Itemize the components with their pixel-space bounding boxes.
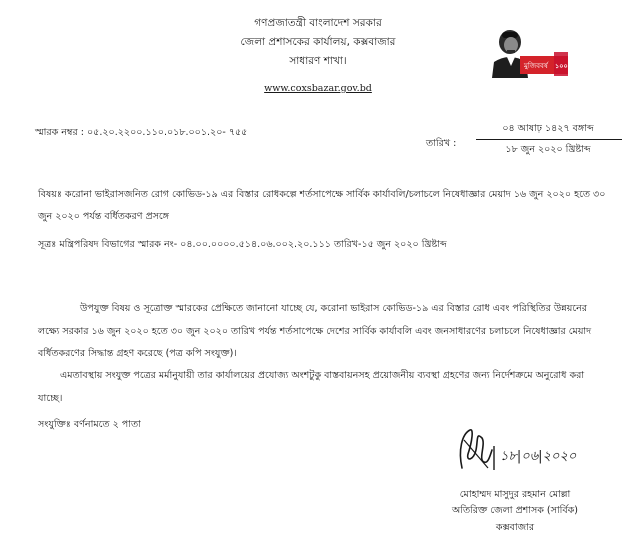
signatory-location: কক্সবাজার xyxy=(495,522,535,533)
body-paragraph-2: এমতাবস্থায় সংযুক্ত পত্রের মর্মানুযায়ী তার কার্যালয়ের প্রযোজ্য অংশটুকু বাস্তবায়নসহ প্রয়োজনীয় ব্যবস্থা গ্রহণের জন্য নির্দেশক্রমে অনুরোধ করা যাচ্ছে। xyxy=(38,370,585,404)
date-divider xyxy=(476,139,622,140)
enclosure-text: সংযুক্তিঃ বর্ণনামতে ২ পাতা xyxy=(38,419,141,430)
handwritten-signature xyxy=(448,420,598,480)
office-name: জেলা প্রশাসকের কার্যালয়, কক্সবাজার xyxy=(240,36,396,48)
svg-text:১৮|০৬|২০২০: ১৮|০৬|২০২০ xyxy=(500,449,577,464)
govt-title: গণপ্রজাতন্ত্রী বাংলাদেশ সরকার xyxy=(254,17,382,29)
date-label: তারিখ : xyxy=(426,138,457,149)
mujib-borsho-logo xyxy=(480,24,572,78)
subject-text: বিষয়ঃ করোনা ভাইরাসজনিত রোগ কোভিড-১৯ এর বিস্তার রোধকল্পে শর্তসাপেক্ষে সার্বিক কার্যাবলি/চলাচলে নিষেধাজ্ঞার মেয়াদ ১৬ জুন ২০২০ হতে ৩০ জুন ২০২০ পর্যন্ত বর্ধিতকরণ প্রসঙ্গে xyxy=(38,189,606,222)
section-name: সাধারণ শাখা। xyxy=(289,55,347,67)
date-bangla: ০৪ আষাঢ় ১৪২৭ বঙ্গাব্দ xyxy=(502,123,594,134)
date-english: ১৮ জুন ২০২০ খ্রিষ্টাব্দ xyxy=(505,144,591,155)
reference-text: সূত্রঃ মন্ত্রিপরিষদ বিভাগের স্মারক নং- ০৪.০০.০০০০.৫১৪.০৬.০০২.২০.১১১ তারিখ-১৫ জুন ২০২০ খ্রিষ্টাব্দ xyxy=(38,239,447,250)
svg-text:মুজিববর্ষ: মুজিববর্ষ xyxy=(524,62,548,70)
website-link[interactable]: www.coxsbazar.gov.bd xyxy=(264,83,372,94)
memo-number: স্মারক নম্বর : ০৫.২০.২২০০.১১০.০১৮.০০১.২০- ৭৫৫ xyxy=(35,127,248,138)
signatory-name: মোহাম্মদ মাসুদুর রহমান মোল্লা xyxy=(459,489,571,500)
body-paragraph-1: উপযুক্ত বিষয় ও সূত্রোক্ত স্মারকের প্রেক্ষিতে জানানো যাচ্ছে যে, করোনা ভাইরাস কোভিড-১৯ এর বিস্তার রোধ এবং পরিস্থিতির উন্নয়নের লক্ষ্যে সরকার ১৬ জুন ২০২০ হতে ৩০ জুন ২০২০ তারিখ পর্যন্ত শর্তসাপেক্ষে দেশের সার্বিক কার্যাবলি এবং জনসাধারণের চলাচলে নিষেধাজ্ঞার মেয়াদ বর্ধিতকরণের সিদ্ধান্ত গ্রহণ করেছে (পত্র কপি সংযুক্ত)। xyxy=(38,303,592,359)
svg-text:১০০: ১০০ xyxy=(555,62,568,70)
signatory-designation: অতিরিক্ত জেলা প্রশাসক (সার্বিক) xyxy=(452,505,578,516)
